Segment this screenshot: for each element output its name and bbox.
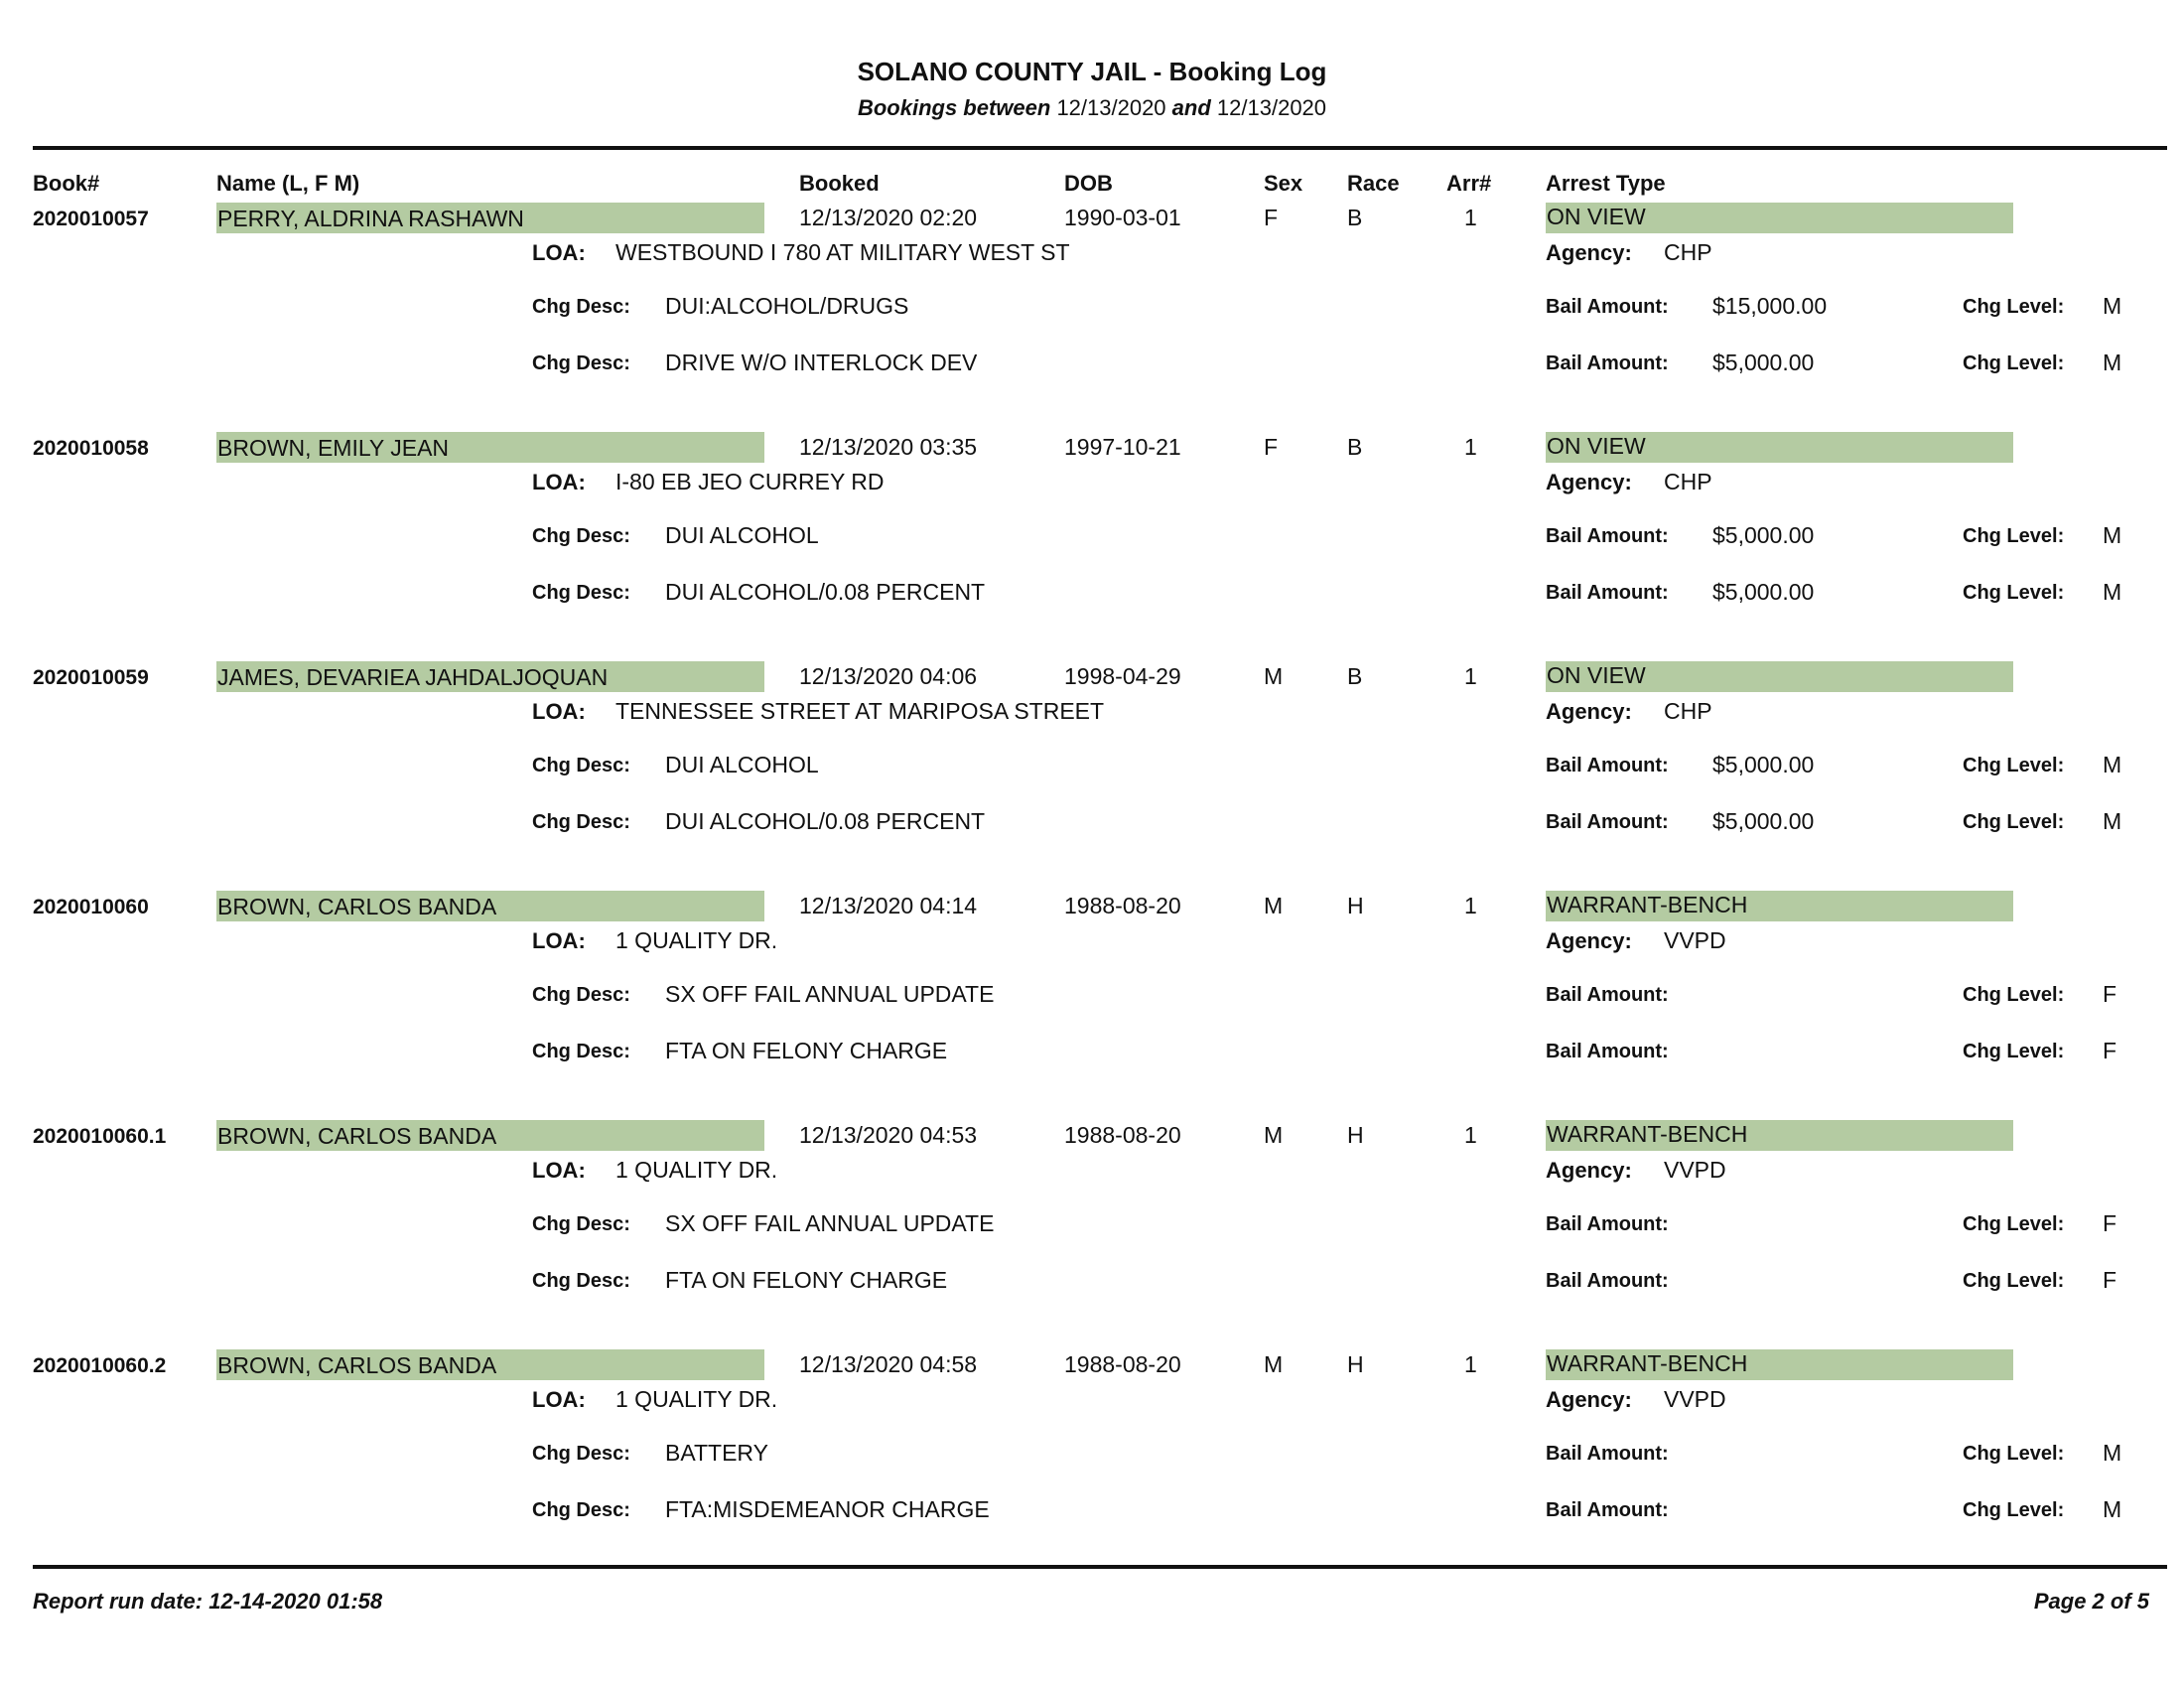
bail-amount: $5,000.00 (1712, 350, 1815, 375)
arrest-type: WARRANT-BENCH (1547, 1121, 1748, 1147)
loa-value: I-80 EB JEO CURREY RD (615, 469, 885, 494)
sex-value: M (1264, 663, 1284, 689)
col-header-name: Name (L, F M) (216, 171, 360, 196)
chg-level-label: Chg Level: (1963, 1270, 2065, 1292)
chg-desc-label: Chg Desc: (532, 811, 630, 833)
arrest-type: ON VIEW (1547, 433, 1646, 459)
inmate-name: JAMES, DEVARIEA JAHDALJOQUAN (217, 664, 609, 690)
sex-value: M (1264, 1122, 1284, 1148)
charge-level: M (2103, 293, 2122, 319)
loa-value: 1 QUALITY DR. (615, 1157, 778, 1183)
dob-value: 1988-08-20 (1064, 1351, 1181, 1377)
bail-amount: $5,000.00 (1712, 752, 1815, 777)
chg-level-label: Chg Level: (1963, 352, 2065, 374)
charge-description: DUI ALCOHOL (665, 522, 819, 548)
charge-level: F (2103, 981, 2117, 1007)
inmate-name: PERRY, ALDRINA RASHAWN (217, 206, 524, 231)
booked-datetime: 12/13/2020 04:06 (799, 663, 978, 689)
race-value: H (1347, 1351, 1364, 1377)
col-header-arrest-type: Arrest Type (1546, 171, 1666, 196)
bail-amount-label: Bail Amount: (1546, 755, 1669, 776)
charge-level: M (2103, 752, 2122, 777)
sex-value: M (1264, 893, 1284, 918)
chg-desc-label: Chg Desc: (532, 1443, 630, 1465)
charge-description: DRIVE W/O INTERLOCK DEV (665, 350, 978, 375)
charge-level: F (2103, 1267, 2117, 1293)
agency-label: Agency: (1546, 928, 1632, 953)
chg-level-label: Chg Level: (1963, 755, 2065, 776)
dob-value: 1998-04-29 (1064, 663, 1181, 689)
charge-description: SX OFF FAIL ANNUAL UPDATE (665, 1210, 995, 1236)
bail-amount: $15,000.00 (1712, 293, 1828, 319)
chg-desc-label: Chg Desc: (532, 582, 630, 604)
booked-datetime: 12/13/2020 04:14 (799, 893, 978, 918)
booked-datetime: 12/13/2020 04:53 (799, 1122, 978, 1148)
date-from: 12/13/2020 (1056, 95, 1166, 120)
bail-amount: $5,000.00 (1712, 579, 1815, 605)
agency-value: VVPD (1664, 927, 1726, 953)
bail-amount-label: Bail Amount: (1546, 984, 1669, 1006)
arr-value: 1 (1464, 205, 1477, 230)
charge-description: FTA ON FELONY CHARGE (665, 1038, 948, 1063)
charge-description: BATTERY (665, 1440, 768, 1466)
loa-label: LOA: (532, 1158, 586, 1183)
subtitle-and: and (1171, 95, 1211, 120)
bail-amount-label: Bail Amount: (1546, 1443, 1669, 1465)
loa-label: LOA: (532, 928, 586, 953)
dob-value: 1988-08-20 (1064, 893, 1181, 918)
bail-amount-label: Bail Amount: (1546, 525, 1669, 547)
arr-value: 1 (1464, 893, 1477, 918)
arrest-type: WARRANT-BENCH (1547, 892, 1748, 917)
chg-level-label: Chg Level: (1963, 296, 2065, 318)
chg-desc-label: Chg Desc: (532, 1041, 630, 1062)
chg-level-label: Chg Level: (1963, 1041, 2065, 1062)
col-header-arr: Arr# (1446, 171, 1492, 196)
race-value: H (1347, 893, 1364, 918)
chg-desc-label: Chg Desc: (532, 525, 630, 547)
bail-amount-label: Bail Amount: (1546, 352, 1669, 374)
chg-level-label: Chg Level: (1963, 525, 2065, 547)
arrest-type: WARRANT-BENCH (1547, 1350, 1748, 1376)
loa-value: 1 QUALITY DR. (615, 927, 778, 953)
inmate-name: BROWN, CARLOS BANDA (217, 894, 497, 919)
race-value: B (1347, 663, 1363, 689)
col-header-race: Race (1347, 171, 1400, 196)
charge-description: DUI:ALCOHOL/DRUGS (665, 293, 909, 319)
top-divider (33, 146, 2167, 150)
chg-desc-label: Chg Desc: (532, 1213, 630, 1235)
chg-level-label: Chg Level: (1963, 1499, 2065, 1521)
agency-label: Agency: (1546, 699, 1632, 724)
bail-amount-label: Bail Amount: (1546, 1041, 1669, 1062)
dob-value: 1988-08-20 (1064, 1122, 1181, 1148)
arr-value: 1 (1464, 1351, 1477, 1377)
charge-description: DUI ALCOHOL/0.08 PERCENT (665, 808, 986, 834)
date-to: 12/13/2020 (1216, 95, 1327, 120)
chg-desc-label: Chg Desc: (532, 984, 630, 1006)
booked-datetime: 12/13/2020 04:58 (799, 1351, 978, 1377)
loa-label: LOA: (532, 1387, 586, 1412)
col-header-sex: Sex (1264, 171, 1303, 196)
chg-desc-label: Chg Desc: (532, 296, 630, 318)
booking-number: 2020010058 (33, 437, 149, 460)
col-header-dob: DOB (1064, 171, 1113, 196)
agency-label: Agency: (1546, 240, 1632, 265)
chg-level-label: Chg Level: (1963, 1443, 2065, 1465)
race-value: H (1347, 1122, 1364, 1148)
charge-level: M (2103, 579, 2122, 605)
arrest-type: ON VIEW (1547, 662, 1646, 688)
bail-amount-label: Bail Amount: (1546, 1213, 1669, 1235)
bail-amount: $5,000.00 (1712, 522, 1815, 548)
arrest-type: ON VIEW (1547, 204, 1646, 229)
bail-amount-label: Bail Amount: (1546, 1270, 1669, 1292)
agency-label: Agency: (1546, 1158, 1632, 1183)
charge-level: M (2103, 350, 2122, 375)
chg-desc-label: Chg Desc: (532, 755, 630, 776)
charge-level: M (2103, 1440, 2122, 1466)
booked-datetime: 12/13/2020 02:20 (799, 205, 978, 230)
agency-value: VVPD (1664, 1157, 1726, 1183)
col-header-booked: Booked (799, 171, 880, 196)
page-number: Page 2 of 5 (2033, 1589, 2149, 1614)
agency-value: CHP (1664, 469, 1712, 494)
booking-number: 2020010060.1 (33, 1125, 167, 1148)
loa-value: WESTBOUND I 780 AT MILITARY WEST ST (615, 239, 1070, 265)
inmate-name: BROWN, CARLOS BANDA (217, 1352, 497, 1378)
chg-level-label: Chg Level: (1963, 984, 2065, 1006)
bail-amount-label: Bail Amount: (1546, 1499, 1669, 1521)
bail-amount: $5,000.00 (1712, 808, 1815, 834)
agency-label: Agency: (1546, 470, 1632, 494)
loa-value: TENNESSEE STREET AT MARIPOSA STREET (615, 698, 1105, 724)
col-header-book: Book# (33, 171, 100, 196)
booking-number: 2020010060.2 (33, 1354, 167, 1377)
charge-level: M (2103, 522, 2122, 548)
chg-level-label: Chg Level: (1963, 1213, 2065, 1235)
chg-desc-label: Chg Desc: (532, 1270, 630, 1292)
report-subtitle (0, 95, 2184, 121)
chg-level-label: Chg Level: (1963, 811, 2065, 833)
bail-amount-label: Bail Amount: (1546, 582, 1669, 604)
booking-number: 2020010057 (33, 208, 149, 230)
charge-level: F (2103, 1038, 2117, 1063)
chg-desc-label: Chg Desc: (532, 352, 630, 374)
booking-number: 2020010060 (33, 896, 149, 918)
inmate-name: BROWN, CARLOS BANDA (217, 1123, 497, 1149)
arr-value: 1 (1464, 1122, 1477, 1148)
race-value: B (1347, 434, 1363, 460)
chg-desc-label: Chg Desc: (532, 1499, 630, 1521)
report-title: SOLANO COUNTY JAIL - Booking Log (857, 57, 1327, 86)
subtitle-prefix: Bookings between (857, 95, 1051, 120)
charge-level: F (2103, 1210, 2117, 1236)
booked-datetime: 12/13/2020 03:35 (799, 434, 978, 460)
agency-label: Agency: (1546, 1387, 1632, 1412)
charge-description: DUI ALCOHOL/0.08 PERCENT (665, 579, 986, 605)
loa-label: LOA: (532, 240, 586, 265)
sex-value: M (1264, 1351, 1284, 1377)
dob-value: 1990-03-01 (1064, 205, 1181, 230)
chg-level-label: Chg Level: (1963, 582, 2065, 604)
report-run-date: Report run date: 12-14-2020 01:58 (33, 1589, 383, 1614)
agency-value: CHP (1664, 239, 1712, 265)
charge-level: M (2103, 1496, 2122, 1522)
dob-value: 1997-10-21 (1064, 434, 1181, 460)
agency-value: VVPD (1664, 1386, 1726, 1412)
arr-value: 1 (1464, 663, 1477, 689)
loa-label: LOA: (532, 699, 586, 724)
charge-description: FTA ON FELONY CHARGE (665, 1267, 948, 1293)
booking-number: 2020010059 (33, 666, 149, 689)
arr-value: 1 (1464, 434, 1477, 460)
loa-label: LOA: (532, 470, 586, 494)
charge-level: M (2103, 808, 2122, 834)
charge-description: SX OFF FAIL ANNUAL UPDATE (665, 981, 995, 1007)
race-value: B (1347, 205, 1363, 230)
inmate-name: BROWN, EMILY JEAN (217, 435, 450, 461)
sex-value: F (1264, 434, 1279, 460)
agency-value: CHP (1664, 698, 1712, 724)
charge-description: DUI ALCOHOL (665, 752, 819, 777)
bail-amount-label: Bail Amount: (1546, 296, 1669, 318)
bail-amount-label: Bail Amount: (1546, 811, 1669, 833)
bottom-divider (33, 1565, 2167, 1569)
charge-description: FTA:MISDEMEANOR CHARGE (665, 1496, 990, 1522)
loa-value: 1 QUALITY DR. (615, 1386, 778, 1412)
sex-value: F (1264, 205, 1279, 230)
